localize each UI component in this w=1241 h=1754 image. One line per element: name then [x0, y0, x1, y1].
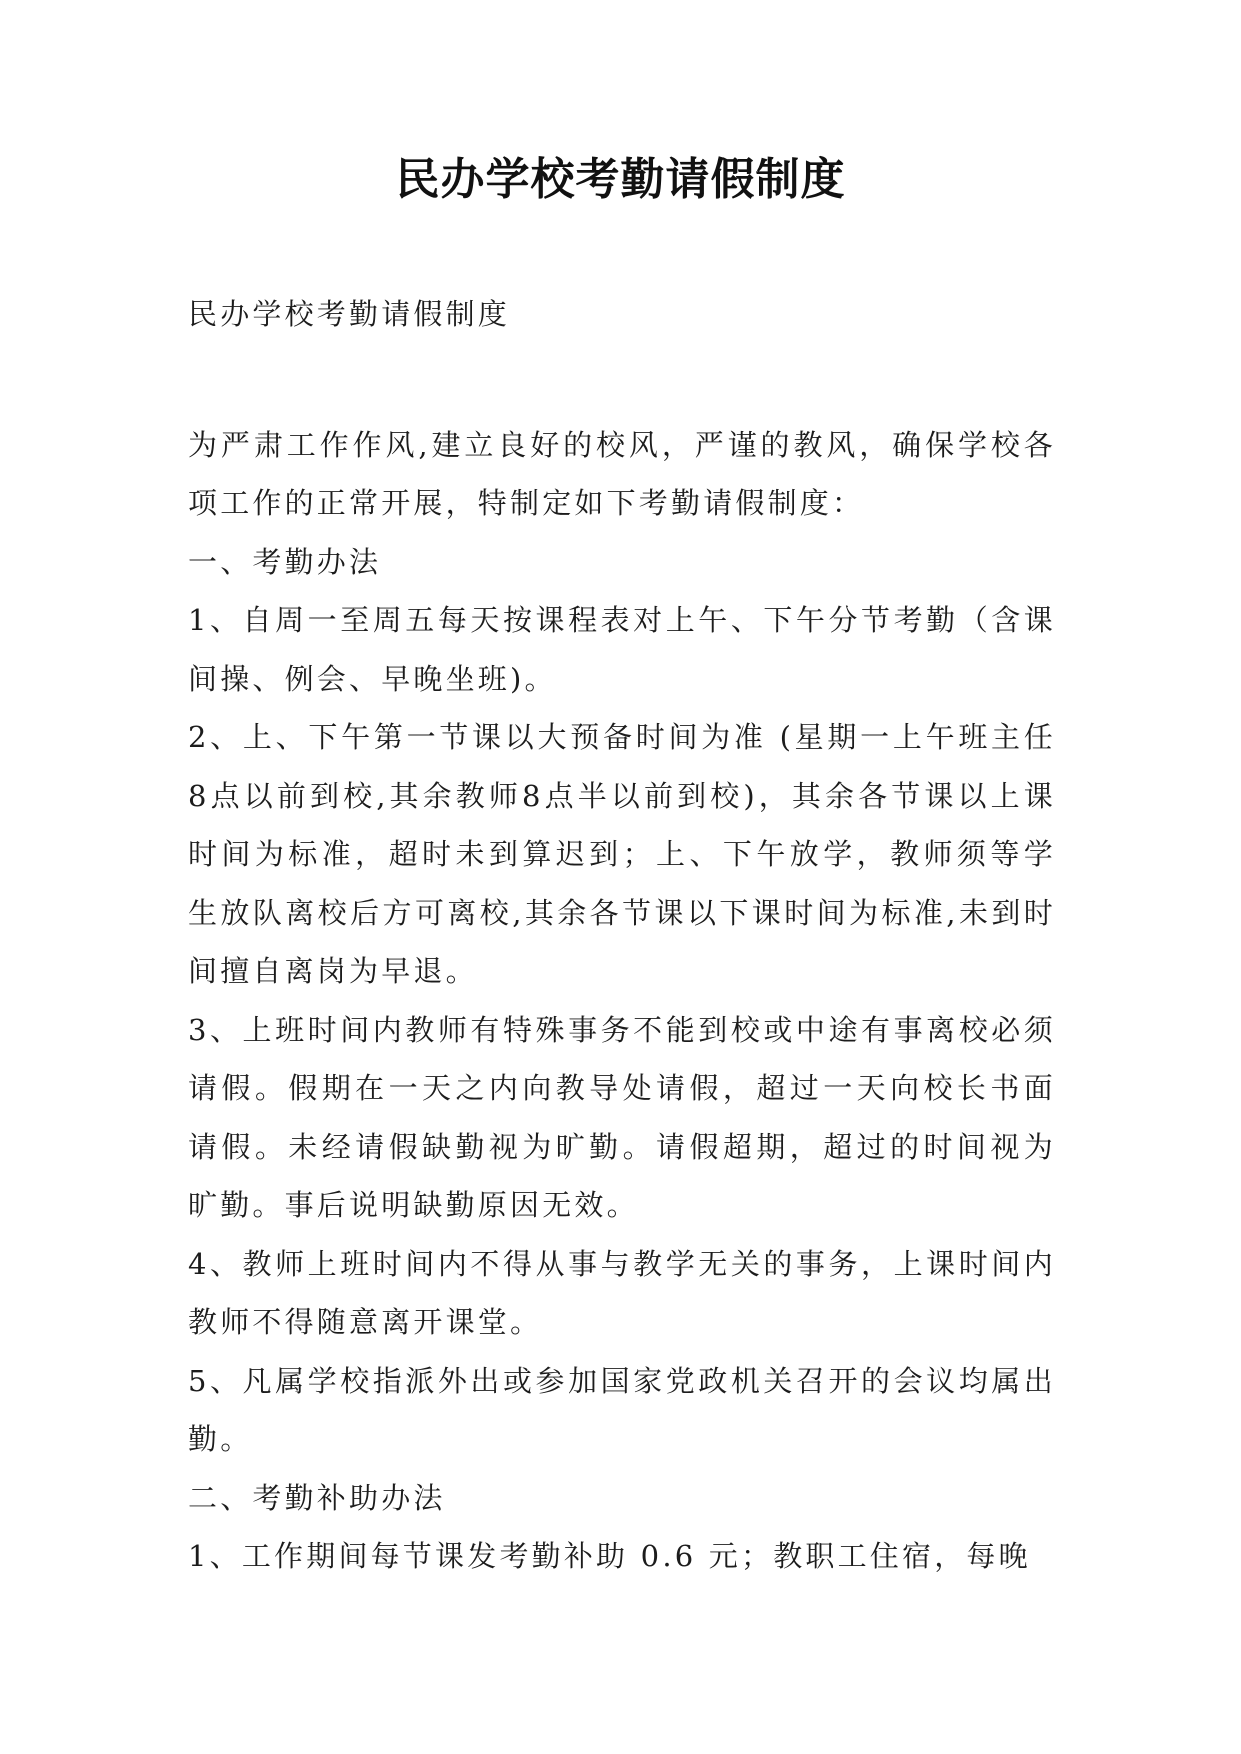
rule-paragraph-2: 2、上、下午第一节课以大预备时间为准 (星期一上午班主任8点以前到校,其余教师8点半以前到校)，其余各节课以上课时间为标准，超时未到算迟到；上、下午放学，教师须等学生放队离校后方可离校,其余各节课以下课时间为标准,未到时间擅自离岗为早退。: [188, 720, 1056, 988]
intro-paragraph: 为严肃工作作风,建立良好的校风，严谨的教风，确保学校各项工作的正常开展，特制定如下考勤请假制度：: [188, 427, 1056, 520]
section-heading-attendance-method: 一、考勤办法: [188, 544, 382, 579]
rule-paragraph-5: 5、凡属学校指派外出或参加国家党政机关召开的会议均属出勤。: [188, 1363, 1056, 1456]
rule-paragraph-4: 4、教师上班时间内不得从事与教学无关的事务，上课时间内教师不得随意离开课堂。: [188, 1246, 1056, 1339]
rule-paragraph-1: 1、自周一至周五每天按课程表对上午、下午分节考勤（含课间操、例会、早晚坐班)。: [188, 603, 1056, 696]
document-title: 民办学校考勤请假制度: [395, 154, 846, 205]
rule-paragraph-3: 3、上班时间内教师有特殊事务不能到校或中途有事离校必须请假。假期在一天之内向教导处请假，超过一天向校长书面请假。未经请假缺勤视为旷勤。请假超期，超过的时间视为旷勤。事后说明缺勤原因无效。: [188, 1012, 1056, 1222]
document-subtitle: 民办学校考勤请假制度: [188, 297, 511, 331]
subsidy-paragraph-1: 1、工作期间每节课发考勤补助 0.6 元；教职工住宿，每晚: [188, 1539, 1031, 1573]
document-body: [188, 285, 1056, 1586]
section-heading-subsidy-method: 二、考勤补助办法: [188, 1480, 446, 1515]
